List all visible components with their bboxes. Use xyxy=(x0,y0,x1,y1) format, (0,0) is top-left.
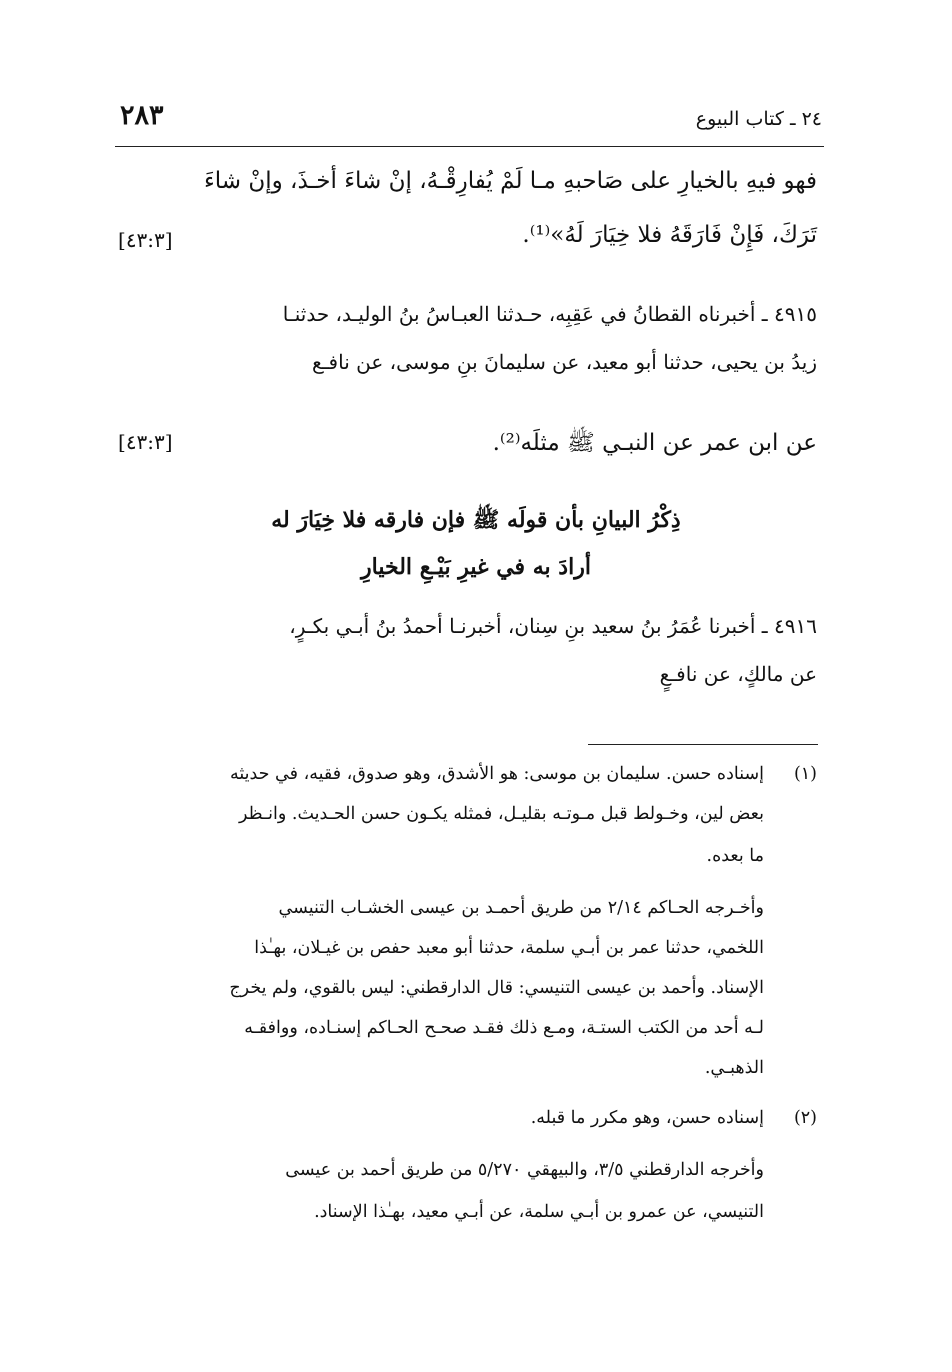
footnote-line: الإسناد. وأحمد بن عيسى التنيسي: قال الدارقطني: ليس بالقوي، ولم يخرج xyxy=(229,978,764,998)
body-line: تَرَكَ، فَإِنْ فَارَقَهُ فلا خِيَارَ لَهُ»⁽¹⁾. xyxy=(522,222,817,248)
section-heading: ذِكْرُ البيانِ بأن قولَه ﷺ فإن فارقه فلا خِيَارَ له xyxy=(271,507,681,533)
footnote-line: الذهبـي. xyxy=(704,1058,764,1078)
hadith-4915-line: ٤٩١٥ ـ أخبرناه القطانُ في عَقِبِه، حـدثنا العبـاسُ بنُ الوليـد، حدثنـا xyxy=(282,302,817,326)
footnote-rule xyxy=(588,744,818,745)
hadith-4916-line: عن مالكٍ، عن نافـعٍ xyxy=(659,662,817,686)
footnote-2-number: (٢) xyxy=(793,1108,817,1128)
footnote-line: بعض لين، وخـولط قبل مـوتـه بقليـل، فمثله يكـون حسن الحـديث. وانـظر xyxy=(239,804,764,824)
footnote-line: إسناده حسن، وهو مكرر ما قبله. xyxy=(530,1108,764,1128)
footnote-line: التنيسي، عن عمرو بن أبـي سلمة، عن أبـي معيد، بهـٰذا الإسناد. xyxy=(314,1202,764,1222)
body-line: فهو فيهِ بالخيارِ على صَاحبهِ مـا لَمْ يُفارِقْـهُ، إنْ شاءَ أخـذَ، وإنْ شاءَ xyxy=(203,168,817,194)
section-heading: أرادَ به في غيرِ بَيْـعِ الخيارِ xyxy=(361,554,591,580)
running-title: ٢٤ ـ كتاب البيوع xyxy=(695,108,822,130)
footnote-line: ما بعده. xyxy=(706,846,764,866)
footnote-1-number: (١) xyxy=(793,764,817,784)
header-rule xyxy=(115,146,824,147)
footnote-line: وأخرجه الدارقطني ٣/٥، والبيهقي ٥/٢٧٠ من طريق أحمد بن عيسى xyxy=(285,1160,764,1180)
hadith-4916-line: ٤٩١٦ ـ أخبرنا عُمَرُ بنُ سعيد بنِ سِنان، أخبرنـا أحمدُ بنُ أبـي بكـرٍ، xyxy=(289,614,817,638)
footnote-line: لـه أحد من الكتب الستـة، ومـع ذلك فقـد صحـح الحـاكم إسنـاده، ووافقـه xyxy=(244,1018,764,1038)
reference-mark: [٤٣:٣] xyxy=(118,228,173,252)
hadith-4915-line: زيدُ بن يحيى، حدثنا أبو معيد، عن سليمانَ بنِ موسى، عن نافـع xyxy=(312,350,817,374)
hadith-4915-line: عن ابن عمر عن النبـي ﷺ مثلَه⁽²⁾. xyxy=(492,430,817,456)
footnote-line: إسناده حسن. سليمان بن موسى: هو الأشدق، وهو صدوق، فقيه، في حديثه xyxy=(229,764,764,784)
footnote-line: اللخمي، حدثنا عمر بن أبـي سلمة، حدثنا أبو معبد حفص بن غيـلان، بهـٰذا xyxy=(254,938,764,958)
footnote-line: وأخـرجه الحـاكم ٢/١٤ من طريق أحمـد بن عيسى الخشـاب التنيسي xyxy=(278,898,764,918)
page-number: ٢٨٣ xyxy=(120,100,164,131)
reference-mark: [٤٣:٣] xyxy=(118,430,173,454)
